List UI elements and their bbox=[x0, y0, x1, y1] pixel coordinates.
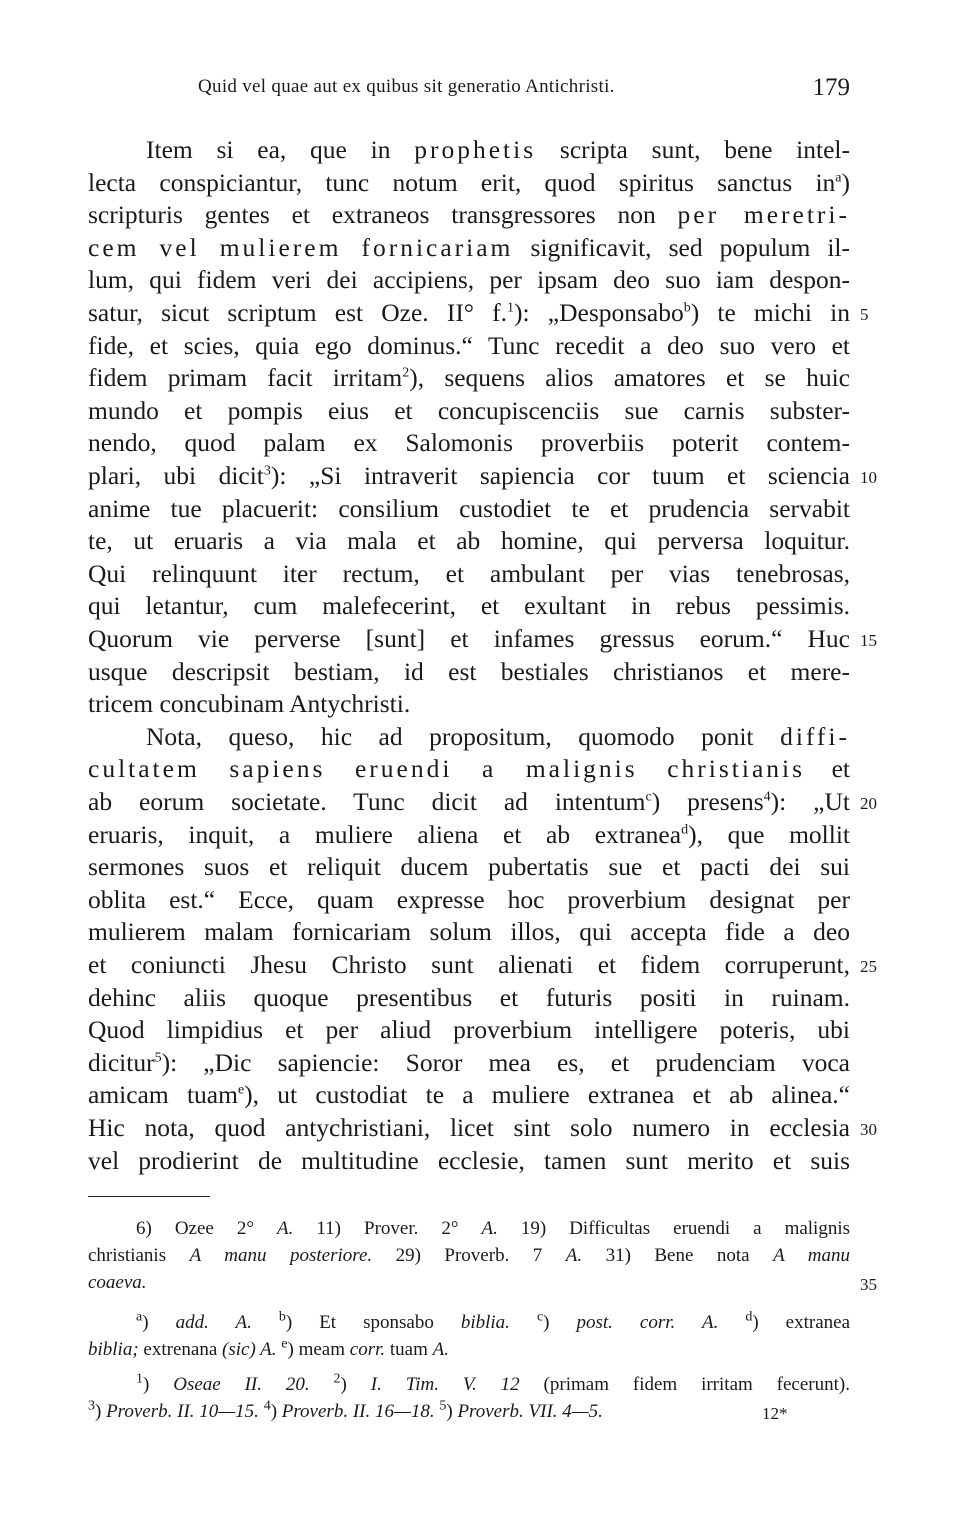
text-line: cem vel mulierem fornicariam significavit, sed populum il- bbox=[88, 232, 850, 262]
text-line: Quod limpidius et per aliud proverbium intelligere poteris, ubi bbox=[88, 1015, 850, 1045]
page-header bbox=[88, 68, 850, 108]
line-number: 15 bbox=[860, 631, 877, 650]
text-line: oblita est.“ Ecce, quam expresse hoc proverbium designat per bbox=[88, 884, 850, 914]
text-line: mundo et pompis eius et concupiscenciis sue carnis subster- bbox=[88, 395, 850, 425]
text-line: Quorum vie perverse [sunt] et infames gressus eorum.“ Huc bbox=[88, 624, 850, 653]
text-line: fidem primam facit irritam$^2$), sequens alios amatores et se huic bbox=[88, 363, 850, 393]
text-line: tricem concubinam Antychristi. bbox=[88, 689, 411, 719]
text-line: et coniuncti Jhesu Christo sunt alienati et fidem corruperunt, bbox=[88, 950, 850, 979]
textual-note-line: $^a$) add. A. $^b$) Et sponsabo biblia. $^c$) post. corr. A. $^d$) extranea bbox=[136, 1309, 851, 1333]
text-line: dicitur$^5$): „Dic sapiencie: Soror mea es, et prudenciam voca bbox=[88, 1047, 850, 1077]
running-title: Quid vel quae aut ex quibus sit generatio Antichristi. bbox=[198, 76, 615, 97]
margin-note-line: 6) Ozee 2° A. 11) Prover. 2° A. 19) Difficultas eruendi a malignis bbox=[136, 1218, 851, 1239]
footnote-rule bbox=[88, 1196, 210, 1197]
text-line: lum, qui fidem veri dei accipiens, per ipsam deo suo iam despon- bbox=[88, 265, 850, 295]
source-note-line: $^3$) Proverb. II. 10—15. $^4$) Proverb. II. 16—18. $^5$) Proverb. VII. 4—5. bbox=[88, 1398, 603, 1422]
text-line: Hic nota, quod antychristiani, licet sint solo numero in ecclesia bbox=[88, 1113, 850, 1142]
text-line: Nota, queso, hic ad propositum, quomodo ponit diffi- bbox=[146, 721, 850, 751]
text-line: Item si ea, que in prophetis scripta sunt, bene intel- bbox=[146, 135, 851, 164]
text-line: sermones suos et reliquit ducem pubertatis sue et pacti dei sui bbox=[88, 852, 850, 882]
text-line: plari, ubi dicit$^3$): „Si intraverit sapiencia cor tuum et sciencia bbox=[88, 461, 850, 490]
textual-note-line: biblia; extrenana (sic) A. $^e$) meam corr. tuam A. bbox=[88, 1336, 450, 1360]
text-line: satur, sicut scriptum est Oze. II° f.$^1$): „Desponsabo$^b$) te michi in bbox=[88, 298, 850, 327]
text-line: Qui relinquunt iter rectum, et ambulant per vias tenebrosas, bbox=[88, 558, 850, 588]
text-line: anime tue placuerit: consilium custodiet te et prudencia servabit bbox=[88, 493, 850, 523]
text-line: nendo, quod palam ex Salomonis proverbiis poterit contem- bbox=[88, 428, 850, 458]
page-number: 179 bbox=[812, 74, 850, 101]
margin-note-line: coaeva. bbox=[88, 1272, 147, 1293]
text-line: eruaris, inquit, a muliere aliena et ab extranea$^d$), que mollit bbox=[88, 819, 850, 849]
line-number: 10 bbox=[860, 468, 877, 487]
text-line: usque descripsit bestiam, id est bestiales christianos et mere- bbox=[88, 656, 850, 686]
text-line: fide, et scies, quia ego dominus.“ Tunc recedit a deo suo vero et bbox=[88, 330, 850, 360]
text-line: vel prodierint de multitudine ecclesie, tamen sunt merito et suis bbox=[88, 1145, 850, 1175]
text-line: qui letantur, cum malefecerint, et exultant in rebus pessimis. bbox=[88, 591, 850, 621]
line-number: 35 bbox=[860, 1275, 877, 1294]
text-line: dehinc aliis quoque presentibus et futuris positi in ruinam. bbox=[88, 982, 850, 1012]
text-line: cultatem sapiens eruendi a malignis christianis et bbox=[88, 754, 850, 784]
text-line: lecta conspiciantur, tunc notum erit, quod spiritus sanctus $in^a$) bbox=[88, 167, 850, 197]
source-note-line: $^1$) Oseae II. 20. $^2$) I. Tim. V. 12 (primam fidem irritam fecerunt). bbox=[136, 1371, 850, 1395]
line-number: 5 bbox=[860, 305, 869, 324]
text-line: mulierem malam fornicariam solum illos, qui accepta fide a deo bbox=[88, 917, 850, 947]
margin-note-line: christianis A manu posteriore. 29) Proverb. 7 A. 31) Bene nota A manu bbox=[88, 1245, 851, 1266]
text-line: ab eorum societate. Tunc dicit ad intentum$^c$) presens$^4$): „Ut bbox=[88, 787, 850, 816]
text-line: amicam tuam$^e$), ut custodiat te a muliere extranea et ab alinea.“ bbox=[88, 1080, 851, 1110]
line-number: 25 bbox=[860, 957, 877, 976]
signature-mark: 12* bbox=[762, 1404, 788, 1423]
line-number: 30 bbox=[860, 1120, 877, 1139]
text-line: te, ut eruaris a via mala et ab homine, qui perversa loquitur. bbox=[88, 526, 850, 556]
text-line: scripturis gentes et extraneos transgressores non per meretri- bbox=[88, 200, 850, 230]
line-number: 20 bbox=[860, 794, 877, 813]
